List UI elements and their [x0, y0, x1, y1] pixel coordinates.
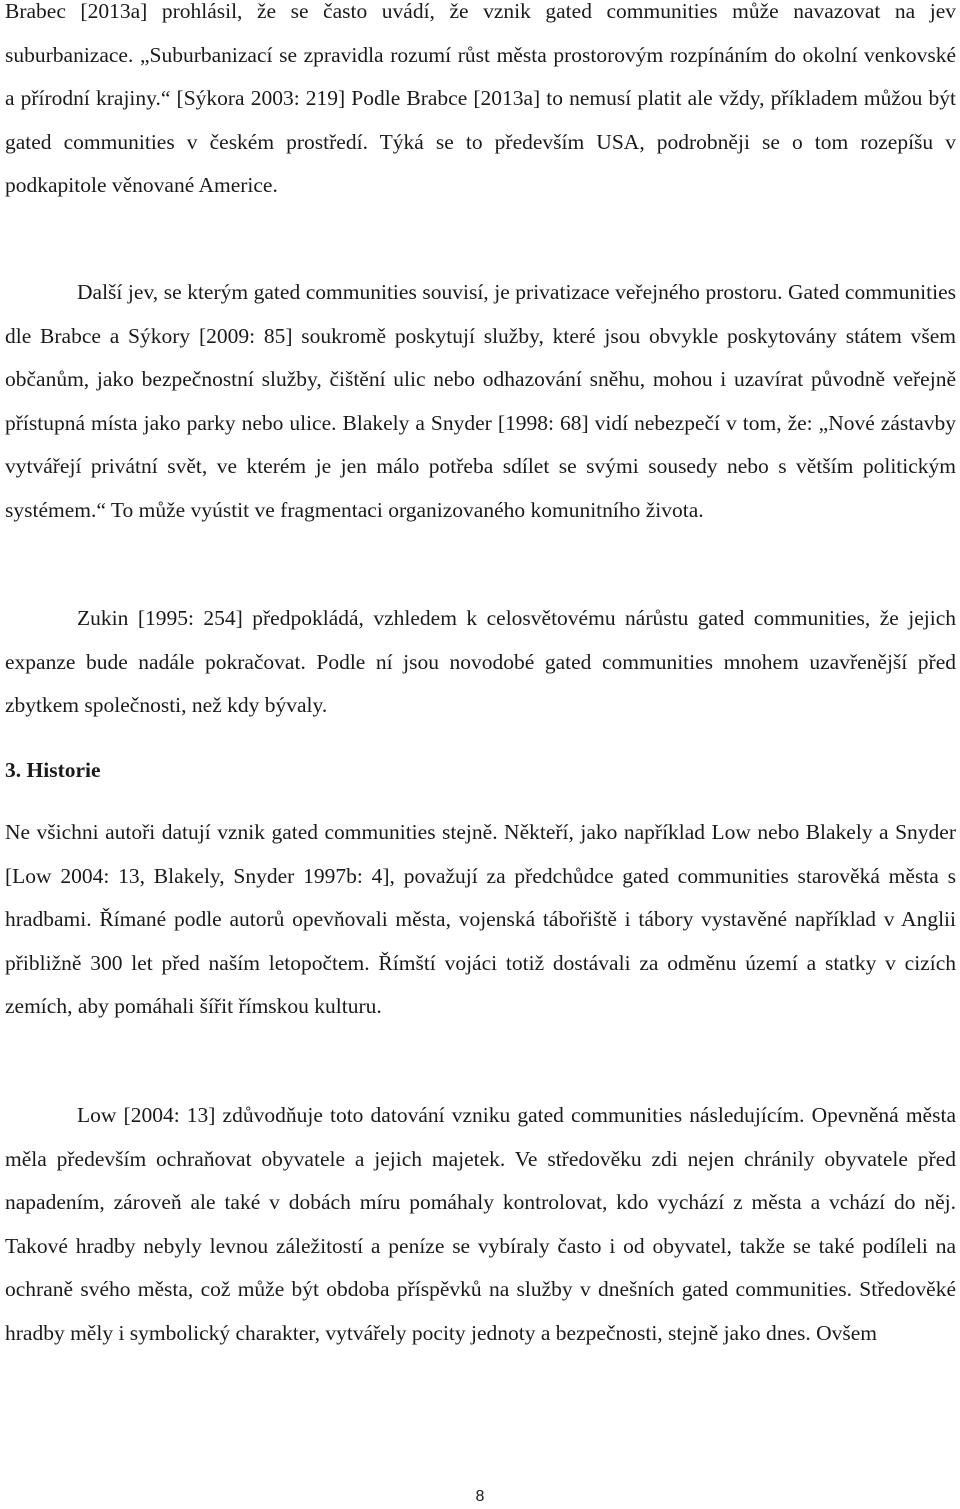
paragraph-history-intro: Ne všichni autoři datují vznik gated communities stejně. Někteří, jako například Low nebo Blakely a Snyder [Low 2004: 13, Blakely, Snyder 1997b: 4], považují za předchůdce gated communities starověká města s hradbami. Římané podle autorů opevňovali města, vojenská tábořiště i tábory vystavěné například v Anglii přibližně 300 let před naším letopočtem. Římští vojáci totiž dostávali za odměnu území a statky v cizích zemích, aby pomáhali šířit římskou kulturu.	[5, 820, 956, 1018]
paragraph-suburbanization: Brabec [2013a] prohlásil, že se často uvádí, že vznik gated communities může navazovat na jev suburbanizace. „Suburbanizací se zpravidla rozumí růst města prostorovým rozpínáním do okolní venkovské a přírodní krajiny.“ [Sýkora 2003: 219] Podle Brabce [2013a] to nemusí platit ale vždy, příkladem můžou být gated communities v českém prostředí. Týká se to především USA, podrobněji se o tom rozepíšu v podkapitole věnované Americe.	[5, 0, 956, 197]
page-number: 8	[475, 1488, 485, 1505]
section-heading: 3. Historie	[5, 758, 101, 782]
paragraph-zukin: Zukin [1995: 254] předpokládá, vzhledem k celosvětovému nárůstu gated communities, že jejich expanze bude nadále pokračovat. Podle ní jsou novodobé gated communities mnohem uzavřenější před zbytkem společnosti, než kdy bývaly.	[5, 606, 956, 717]
paragraph-low-dating: Low [2004: 13] zdůvodňuje toto datování vzniku gated communities následujícím. Opevněná města měla především ochraňovat obyvatele a jejich majetek. Ve středověku zdi nejen chránily obyvatele před napadením, zároveň ale také v dobách míru pomáhaly kontrolovat, kdo vychází z města a vchází do něj. Takové hradby nebyly levnou záležitostí a peníze se vybíraly často i od obyvatel, takže se také podíleli na ochraně svého města, což může být obdoba příspěvků na služby v dnešních gated communities. Středověké hradby měly i symbolický charakter, vytvářely pocity jednoty a bezpečnosti, stejně jako dnes. Ovšem	[5, 1103, 956, 1345]
paragraph-privatization: Další jev, se kterým gated communities souvisí, je privatizace veřejného prostoru. Gated communities dle Brabce a Sýkory [2009: 85] soukromě poskytují služby, které jsou obvykle poskytovány státem všem občanům, jako bezpečnostní služby, čištění ulic nebo odhazování sněhu, mohou i uzavírat původně veřejně přístupná místa jako parky nebo ulice. Blakely a Snyder [1998: 68] vidí nebezpečí v tom, že: „Nové zástavby vytvářejí privátní svět, ve kterém je jen málo potřeba sdílet se svými sousedy nebo s větším politickým systémem.“ To může vyústit ve fragmentaci organizovaného komunitního života.	[5, 280, 956, 522]
